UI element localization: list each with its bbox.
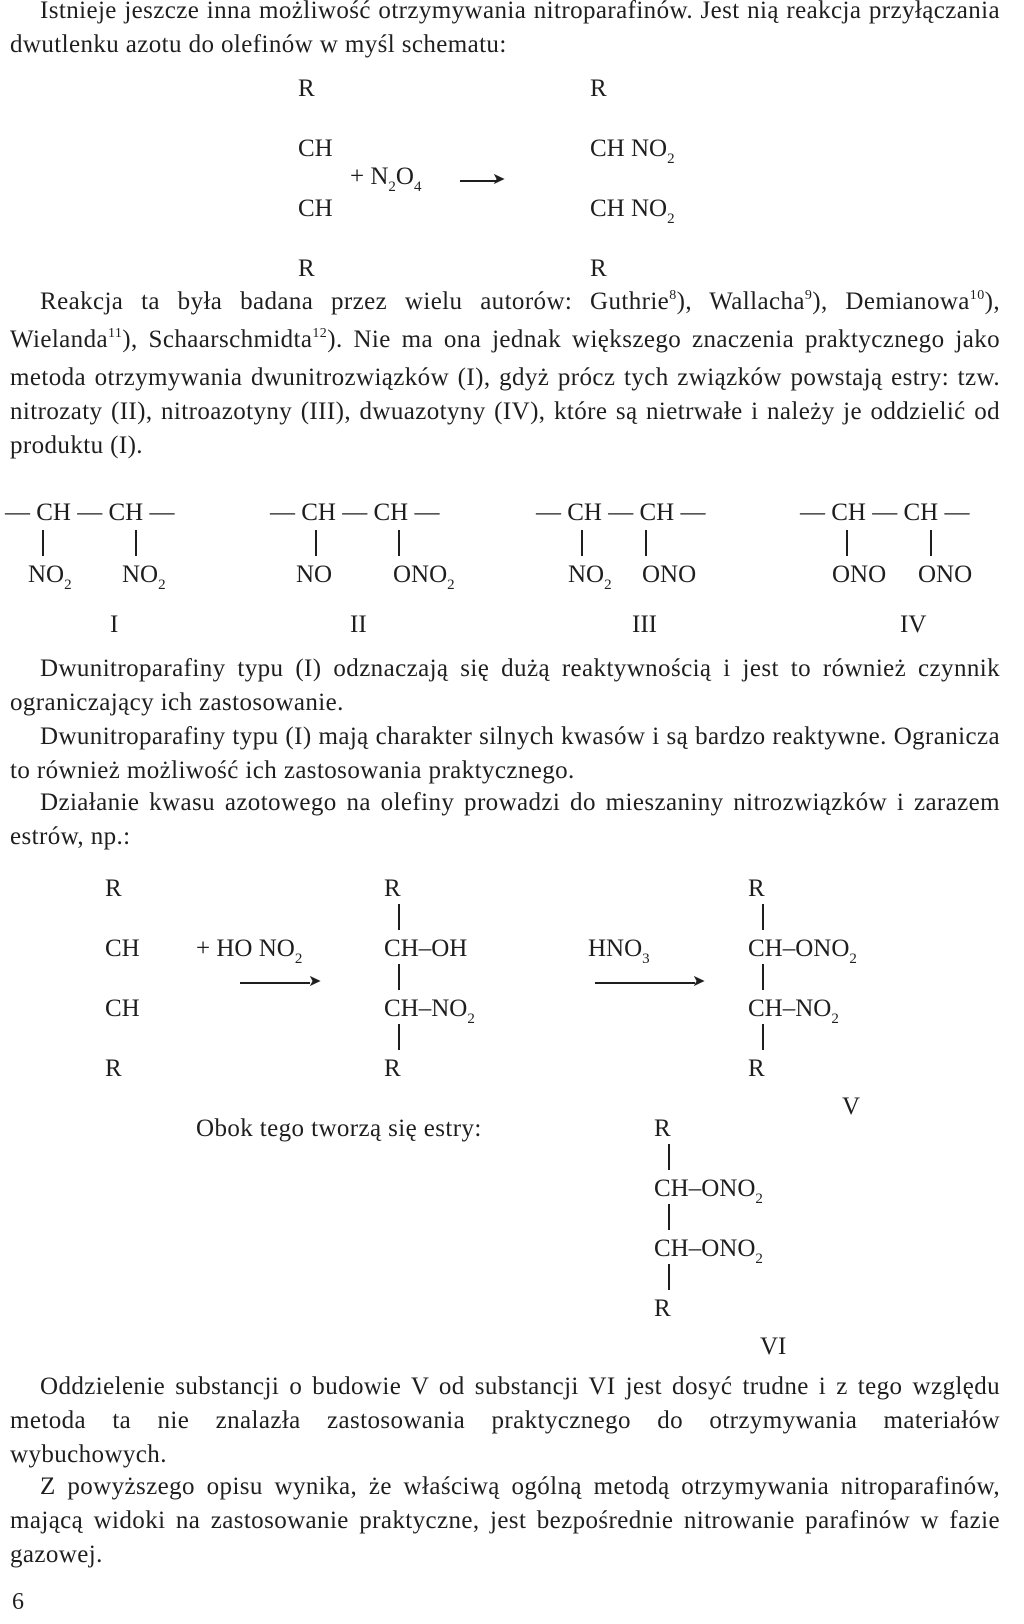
formula-r: R — [590, 255, 607, 282]
reference-12: 12 — [312, 326, 328, 341]
bond — [645, 530, 647, 556]
substituent: ONO — [642, 561, 697, 588]
paragraph-acids — [10, 720, 1000, 788]
formula-chno2: CH $NO_2$ — [590, 135, 675, 167]
paragraph-text: Dwunitroparafiny typu (I) odznaczają się dużą reaktywnością i jest to również czynnik ograniczający ich zastosowanie. — [10, 655, 1000, 716]
label-iii: III — [632, 611, 657, 638]
bond — [762, 904, 764, 930]
label-v: V — [842, 1093, 861, 1120]
substituent: $NO_2$ — [28, 561, 72, 593]
paragraph-text: Oddzielenie substancji o budowie V od substancji VI jest dosyć trudne i z tego względu metoda ta nie znalazła zastosowania praktycznego do otrzymywania materiałów wybuchowych. — [10, 1373, 1000, 1468]
formula-chono2: $CH-ONO_2$ — [654, 1235, 763, 1267]
formula-chain-iii: — CH — CH — — [536, 499, 706, 526]
substituent: NO — [296, 561, 333, 588]
arrow-shaft — [240, 982, 310, 984]
esters-intro-text: Obok tego tworzą się estry: — [196, 1115, 482, 1142]
formula-chain-iv: — CH — CH — — [800, 499, 970, 526]
formula-chono2: $CH-ONO_2$ — [654, 1175, 763, 1207]
bond — [135, 530, 137, 556]
label-vi: VI — [760, 1333, 787, 1360]
paragraph-text: Istnieje jeszcze inna możliwość otrzymywania nitroparafinów. Jest nią reakcja przyłączania dwutlenku azotu do olefinów w myśl schematu: — [10, 0, 1000, 58]
paragraph-reactivity — [10, 652, 1000, 720]
formula-r: R — [298, 75, 315, 102]
paragraph-intro — [10, 0, 1000, 62]
substituent: ONO — [918, 561, 973, 588]
formula-r: R — [654, 1295, 671, 1322]
formula-ch: CH — [298, 135, 333, 162]
page-number: 6 — [12, 1589, 24, 1615]
arrow-head: ➤ — [492, 171, 506, 188]
formula-r: R — [654, 1115, 671, 1142]
bond — [930, 530, 932, 556]
bond — [581, 530, 583, 556]
label-i: I — [110, 611, 119, 638]
substituent: $NO_2$ — [122, 561, 166, 593]
bond — [398, 530, 400, 556]
bond — [398, 1024, 400, 1050]
arrow-head: ➤ — [308, 973, 322, 990]
bond — [762, 1024, 764, 1050]
bond — [846, 530, 848, 556]
bond — [668, 1264, 670, 1290]
formula-ch: CH — [105, 995, 140, 1022]
formula-choh: CH–OH — [384, 935, 468, 962]
paragraph-text: Działanie kwasu azotowego na olefiny prowadzi do mieszaniny nitrozwiązków i zarazem estrów, np.: — [10, 789, 1000, 850]
reagent-n2o4: + $N_2O_4$ — [350, 163, 422, 195]
reagent-hno3: $HNO_3$ — [588, 935, 650, 967]
bond — [315, 530, 317, 556]
reference-10: 10 — [969, 288, 985, 303]
formula-chain-ii: — CH — CH — — [270, 499, 440, 526]
paragraph-separation — [10, 1370, 1000, 1472]
substituent: ONO — [832, 561, 887, 588]
bond — [668, 1204, 670, 1230]
paragraph-conclusion — [10, 1470, 1000, 1572]
formula-chain-i: — CH — CH — — [5, 499, 175, 526]
formula-chno2: $CH-NO_2$ — [384, 995, 475, 1027]
formula-r: R — [748, 1055, 765, 1082]
formula-chno2: $CH-NO_2$ — [748, 995, 839, 1027]
substituent: $ONO_2$ — [393, 561, 455, 593]
reference-9: 9 — [804, 288, 813, 303]
bond — [762, 964, 764, 990]
formula-r: R — [105, 875, 122, 902]
substituent: $NO_2$ — [568, 561, 612, 593]
paragraph-nitric-acid — [10, 786, 1000, 854]
formula-chno2: CH $NO_2$ — [590, 195, 675, 227]
formula-ch: CH — [298, 195, 333, 222]
reference-11: 11 — [107, 326, 123, 341]
reagent-hno3: + HO $NO_2$ — [196, 935, 303, 967]
bond — [398, 964, 400, 990]
paragraph-text: Z powyższego opisu wynika, że właściwą ogólną metodą otrzymywania nitroparafinów, mającą widoki na zastosowanie praktyczne, jest bezpośrednie nitrowanie parafinów w fazie gazowej. — [10, 1473, 1000, 1568]
arrow-shaft — [460, 180, 496, 182]
formula-r: R — [748, 875, 765, 902]
formula-r: R — [384, 1055, 401, 1082]
formula-chono2: $CH-ONO_2$ — [748, 935, 857, 967]
bond — [398, 904, 400, 930]
formula-r: R — [105, 1055, 122, 1082]
paragraph-authors: Reakcja ta była badana przez wielu autorów: Guthrie$^8$), Wallacha$^9$), Demianowa$^{10}$), Wielanda$^{11}$), Schaarschmidta$^{12}$). Nie ma ona jednak większego znaczenia praktycznego jako metoda otrzymywania dwunitrozwiązków (I), gdyż prócz tych związków powstają estry: tzw. nitrozaty (II), nitroazotyny (III), dwuazotyny (IV), które są nietrwałe i należy je oddzielić od produktu (I). — [10, 288, 1000, 459]
formula-r: R — [590, 75, 607, 102]
bond — [668, 1144, 670, 1170]
reference-8: 8 — [669, 288, 677, 303]
arrow-head: ➤ — [692, 973, 706, 990]
formula-r: R — [384, 875, 401, 902]
arrow-shaft — [595, 982, 695, 984]
paragraph-text: Dwunitroparafiny typu (I) mają charakter silnych kwasów i są bardzo reaktywne. Ogranicza to również możliwość ich zastosowania praktycznego. — [10, 723, 1000, 784]
label-iv: IV — [900, 611, 927, 638]
bond — [42, 530, 44, 556]
label-ii: II — [350, 611, 367, 638]
formula-r: R — [298, 255, 315, 282]
formula-ch: CH — [105, 935, 140, 962]
